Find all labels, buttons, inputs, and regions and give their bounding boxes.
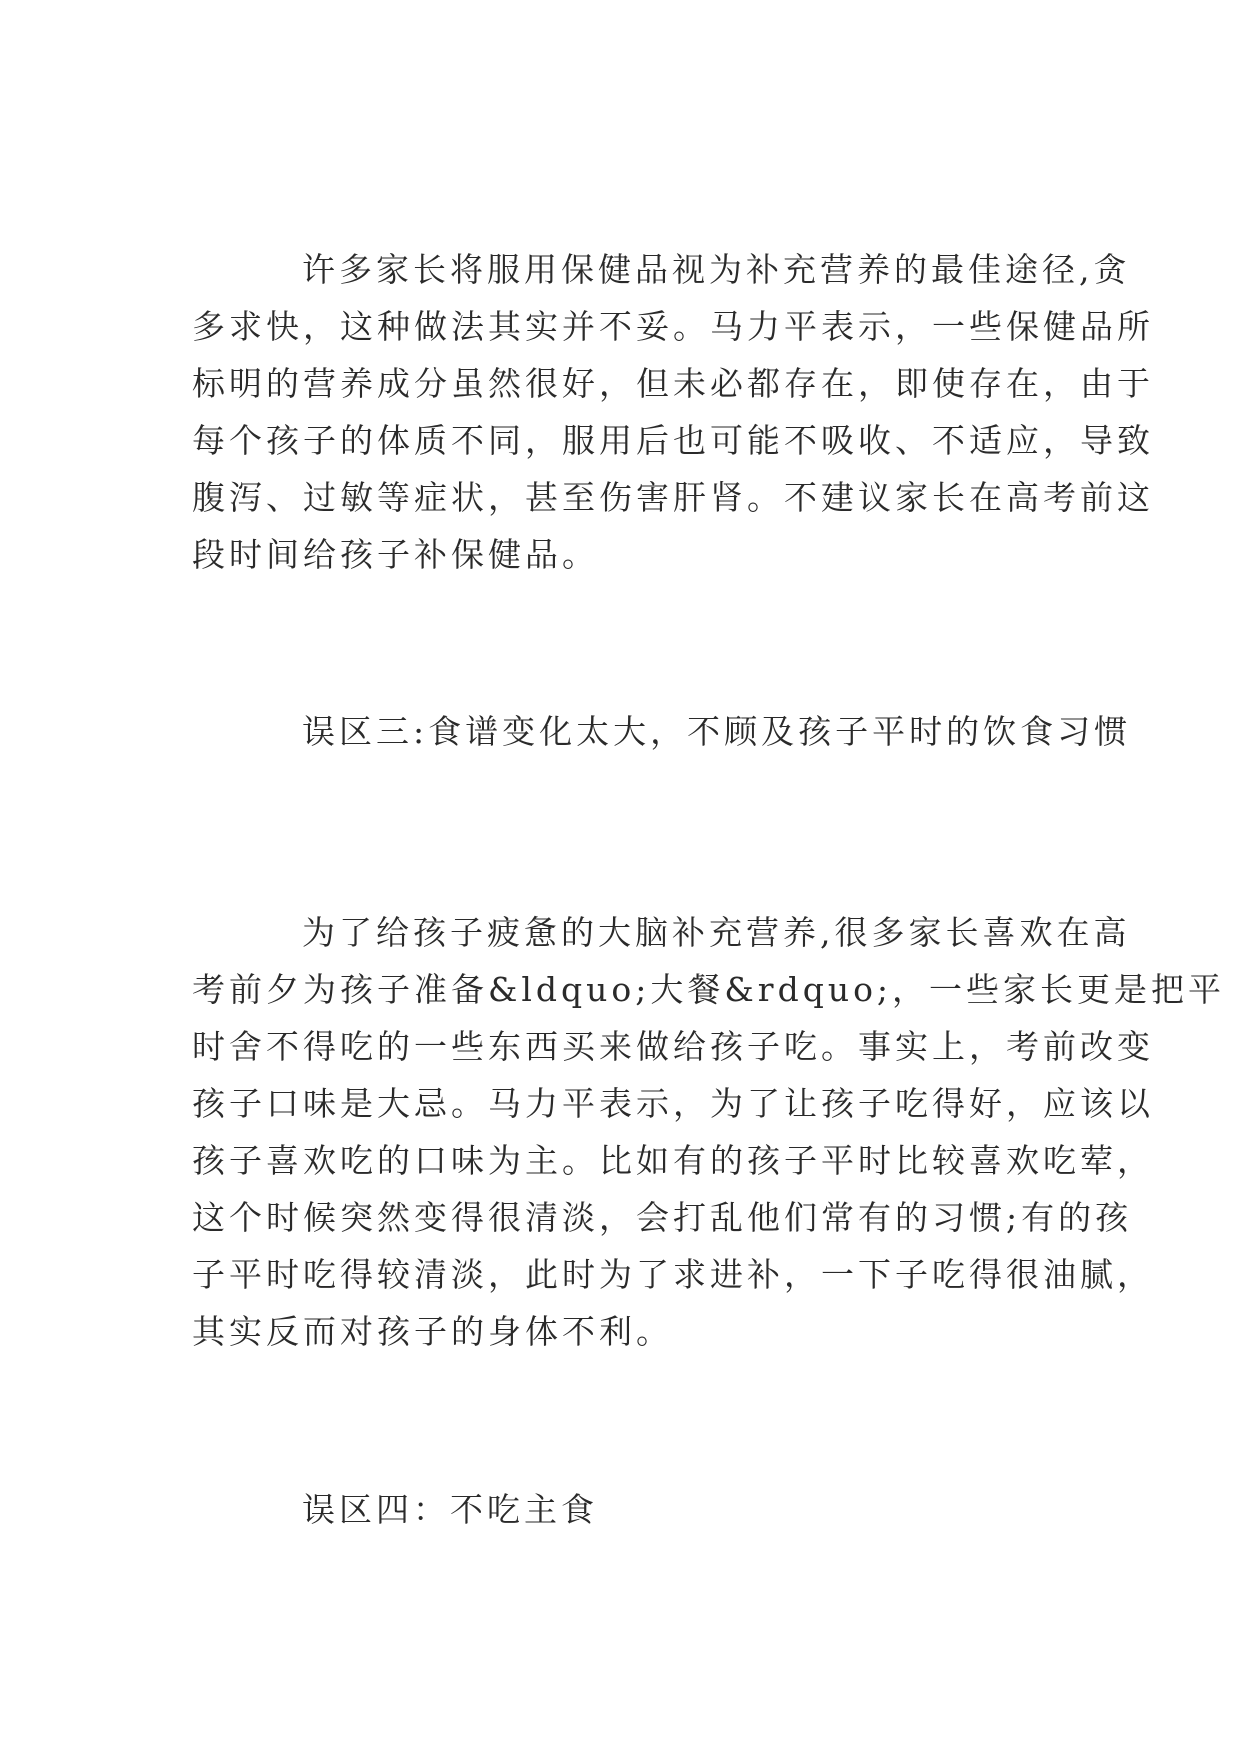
paragraph-1-line-3: 标明的营养成分虽然很好，但未必都存在，即使存在，由于 xyxy=(192,364,1154,403)
paragraph-2-line-3: 时舍不得吃的一些东西买来做给孩子吃。事实上，考前改变 xyxy=(192,1027,1154,1066)
paragraph-2-line-4: 孩子口味是大忌。马力平表示，为了让孩子吃得好，应该以 xyxy=(192,1084,1154,1123)
paragraph-1-line-5: 腹泻、过敏等症状，甚至伤害肝肾。不建议家长在高考前这 xyxy=(192,478,1154,517)
paragraph-2-line-1: 为了给孩子疲惫的大脑补充营养,很多家长喜欢在高 xyxy=(302,913,1131,952)
paragraph-1-line-4: 每个孩子的体质不同，服用后也可能不吸收、不适应，导致 xyxy=(192,421,1154,460)
paragraph-1-line-2: 多求快，这种做法其实并不妥。马力平表示，一些保健品所 xyxy=(192,307,1154,346)
section-heading-4: 误区四：不吃主食 xyxy=(302,1490,598,1529)
paragraph-2-line-8: 其实反而对孩子的身体不利。 xyxy=(192,1312,673,1351)
section-heading-3: 误区三:食谱变化太大，不顾及孩子平时的饮食习惯 xyxy=(302,712,1132,751)
paragraph-2-line-7: 子平时吃得较清淡，此时为了求进补，一下子吃得很油腻， xyxy=(192,1255,1154,1294)
paragraph-1-line-6: 段时间给孩子补保健品。 xyxy=(192,535,599,574)
paragraph-2-line-2: 考前夕为孩子准备&ldquo;大餐&rdquo;，一些家长更是把平 xyxy=(192,970,1226,1009)
paragraph-2-line-6: 这个时候突然变得很清淡，会打乱他们常有的习惯;有的孩 xyxy=(192,1198,1133,1237)
paragraph-1-line-1: 许多家长将服用保健品视为补充营养的最佳途径,贪 xyxy=(302,250,1131,289)
paragraph-2-line-5: 孩子喜欢吃的口味为主。比如有的孩子平时比较喜欢吃荤， xyxy=(192,1141,1154,1180)
